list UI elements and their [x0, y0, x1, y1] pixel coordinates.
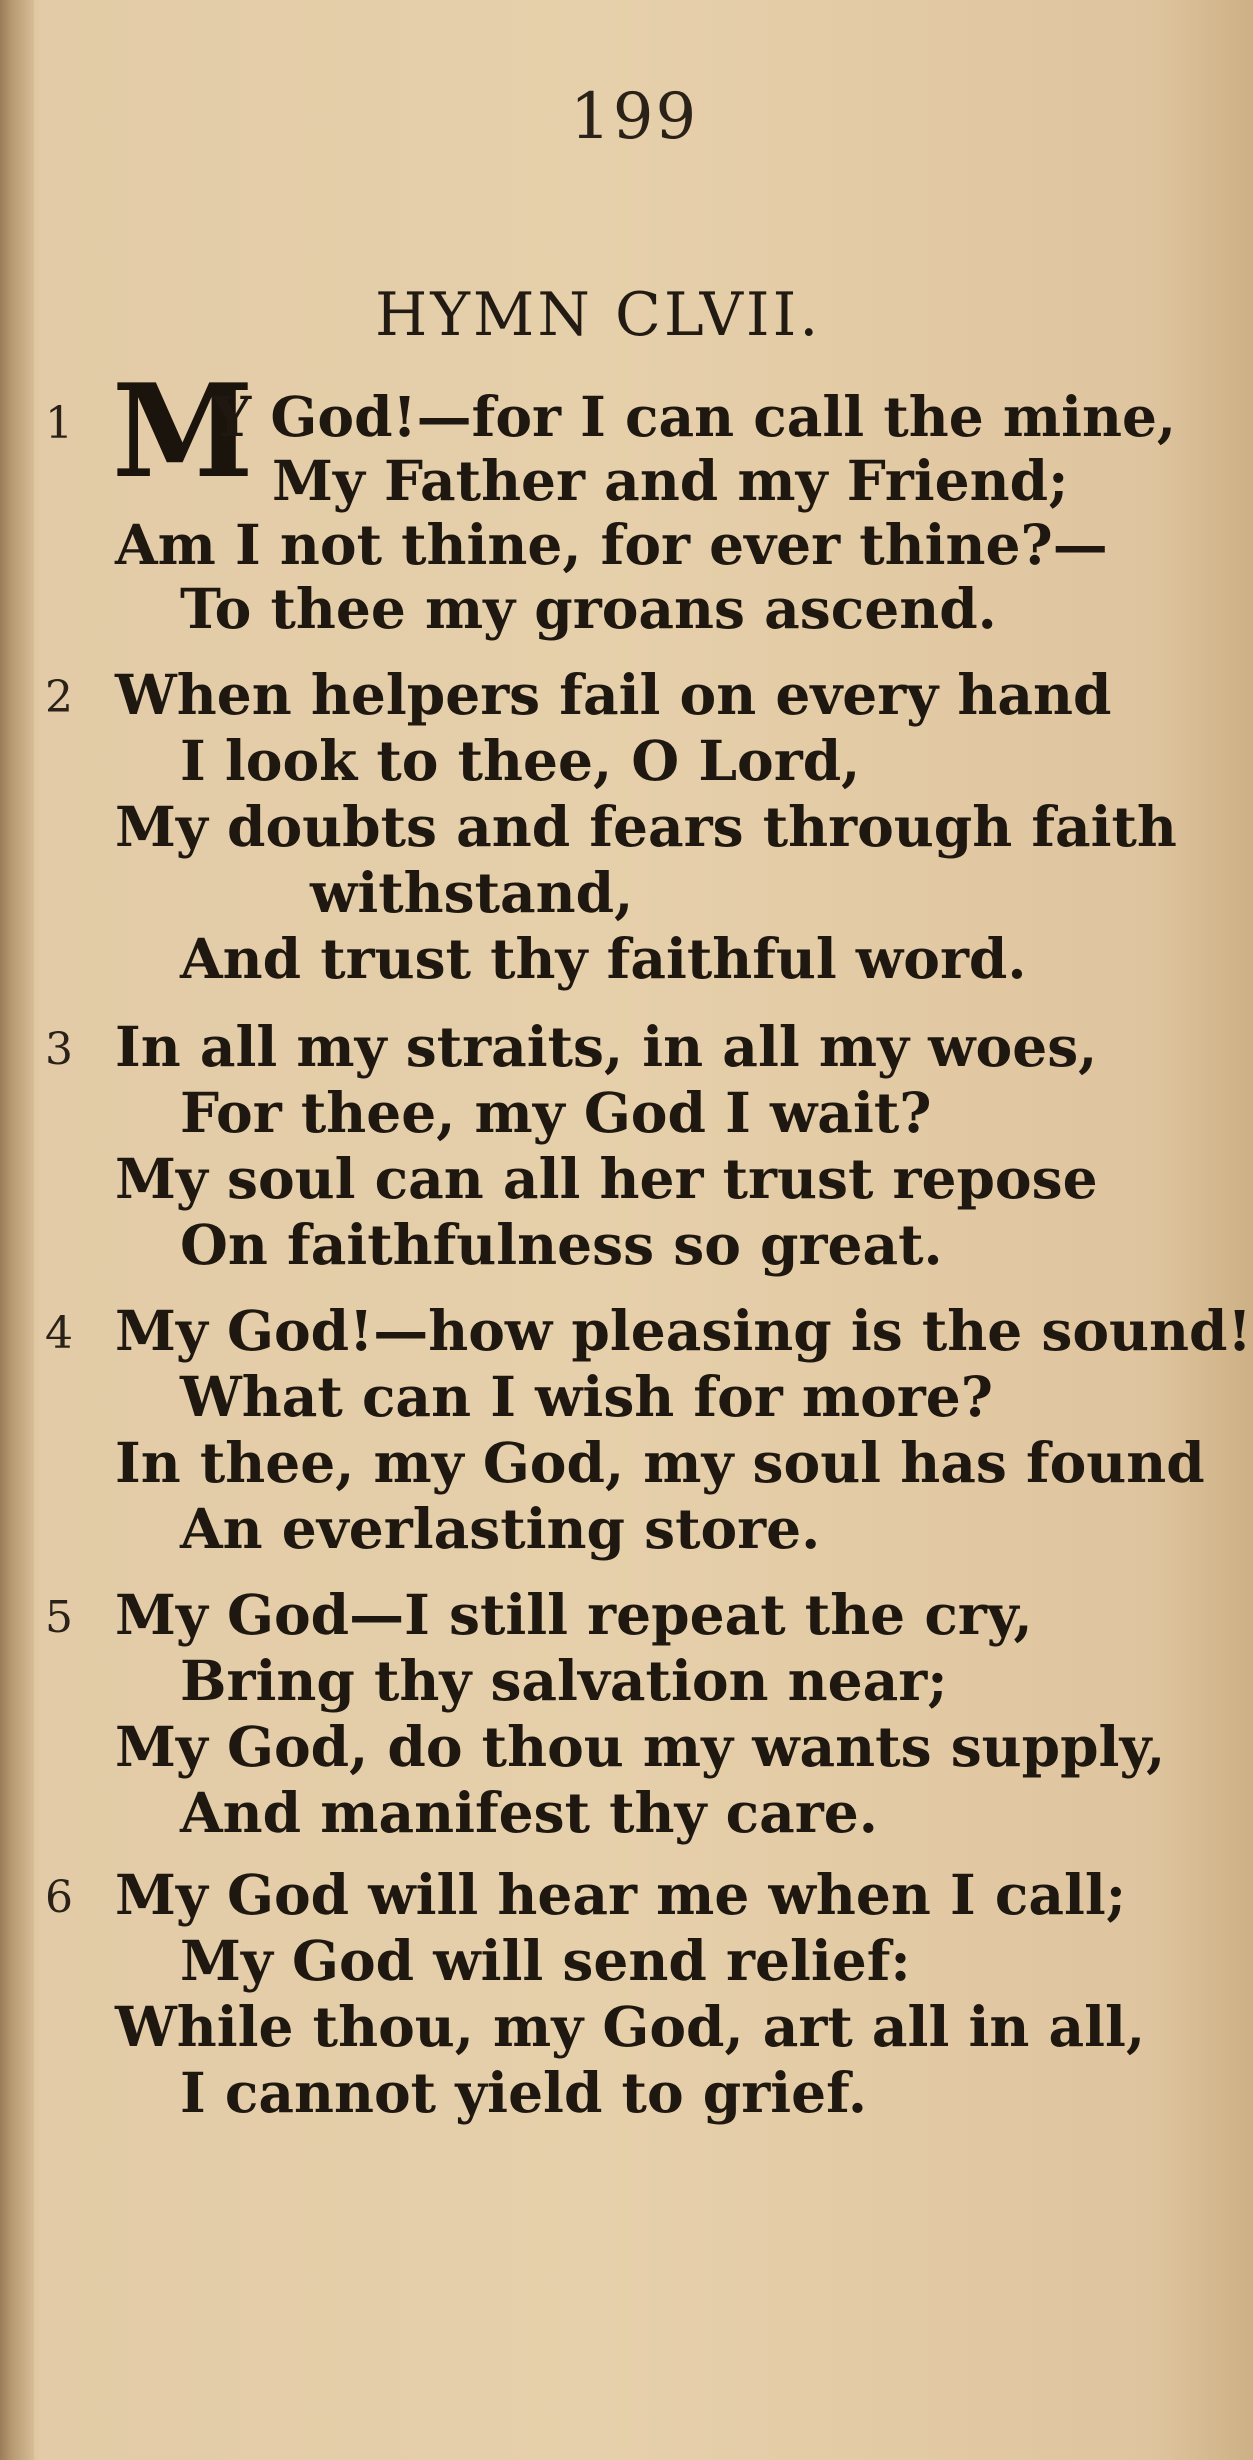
stanza-line: For thee, my God I wait?	[180, 1080, 932, 1145]
stanza-line: I look to thee, O Lord,	[180, 728, 861, 793]
stanza-line: My God, do thou my wants supply,	[115, 1714, 1166, 1779]
verse-number: 1	[45, 398, 73, 449]
stanza-line: In thee, my God, my soul has found	[115, 1430, 1205, 1495]
stanza-line: My God will send relief:	[180, 1928, 911, 1993]
stanza-line: And manifest thy care.	[180, 1780, 878, 1845]
stanza-line: My doubts and fears through faith	[115, 794, 1177, 859]
stanza-line: To thee my groans ascend.	[180, 576, 997, 641]
stanza-line: My God!—how pleasing is the sound!	[115, 1298, 1252, 1363]
stanza-line: On faithfulness so great.	[180, 1212, 943, 1277]
stanza-line: An everlasting store.	[180, 1496, 821, 1561]
page-number: 199	[570, 80, 699, 154]
stanza-line: When helpers fail on every hand	[115, 662, 1112, 727]
page-binding-edge	[0, 0, 34, 2460]
hymn-title: HYMN CLVII.	[375, 280, 822, 350]
stanza-line: In all my straits, in all my woes,	[115, 1014, 1098, 1079]
stanza-line: My God—I still repeat the cry,	[115, 1582, 1033, 1647]
stanza-line: Y God!—for I can call the mine,	[212, 384, 1177, 449]
stanza-line: What can I wish for more?	[180, 1364, 993, 1429]
stanza-line: I cannot yield to grief.	[180, 2060, 867, 2125]
stanza-line: While thou, my God, art all in all,	[115, 1994, 1146, 2059]
drop-cap: M	[112, 357, 254, 507]
stanza-line: And trust thy faithful word.	[180, 926, 1027, 991]
verse-number: 3	[45, 1024, 73, 1075]
stanza-line: My Father and my Friend;	[272, 448, 1069, 513]
verse-number: 5	[45, 1592, 73, 1643]
stanza-line: My God will hear me when I call;	[115, 1862, 1127, 1927]
verse-number: 6	[45, 1872, 73, 1923]
stanza-line: Bring thy salvation near;	[180, 1648, 948, 1713]
stanza-line: Am I not thine, for ever thine?—	[115, 512, 1108, 577]
verse-number: 2	[45, 672, 73, 723]
stanza-line: withstand,	[310, 860, 634, 925]
stanza-line: My soul can all her trust repose	[115, 1146, 1098, 1211]
verse-number: 4	[45, 1308, 73, 1359]
